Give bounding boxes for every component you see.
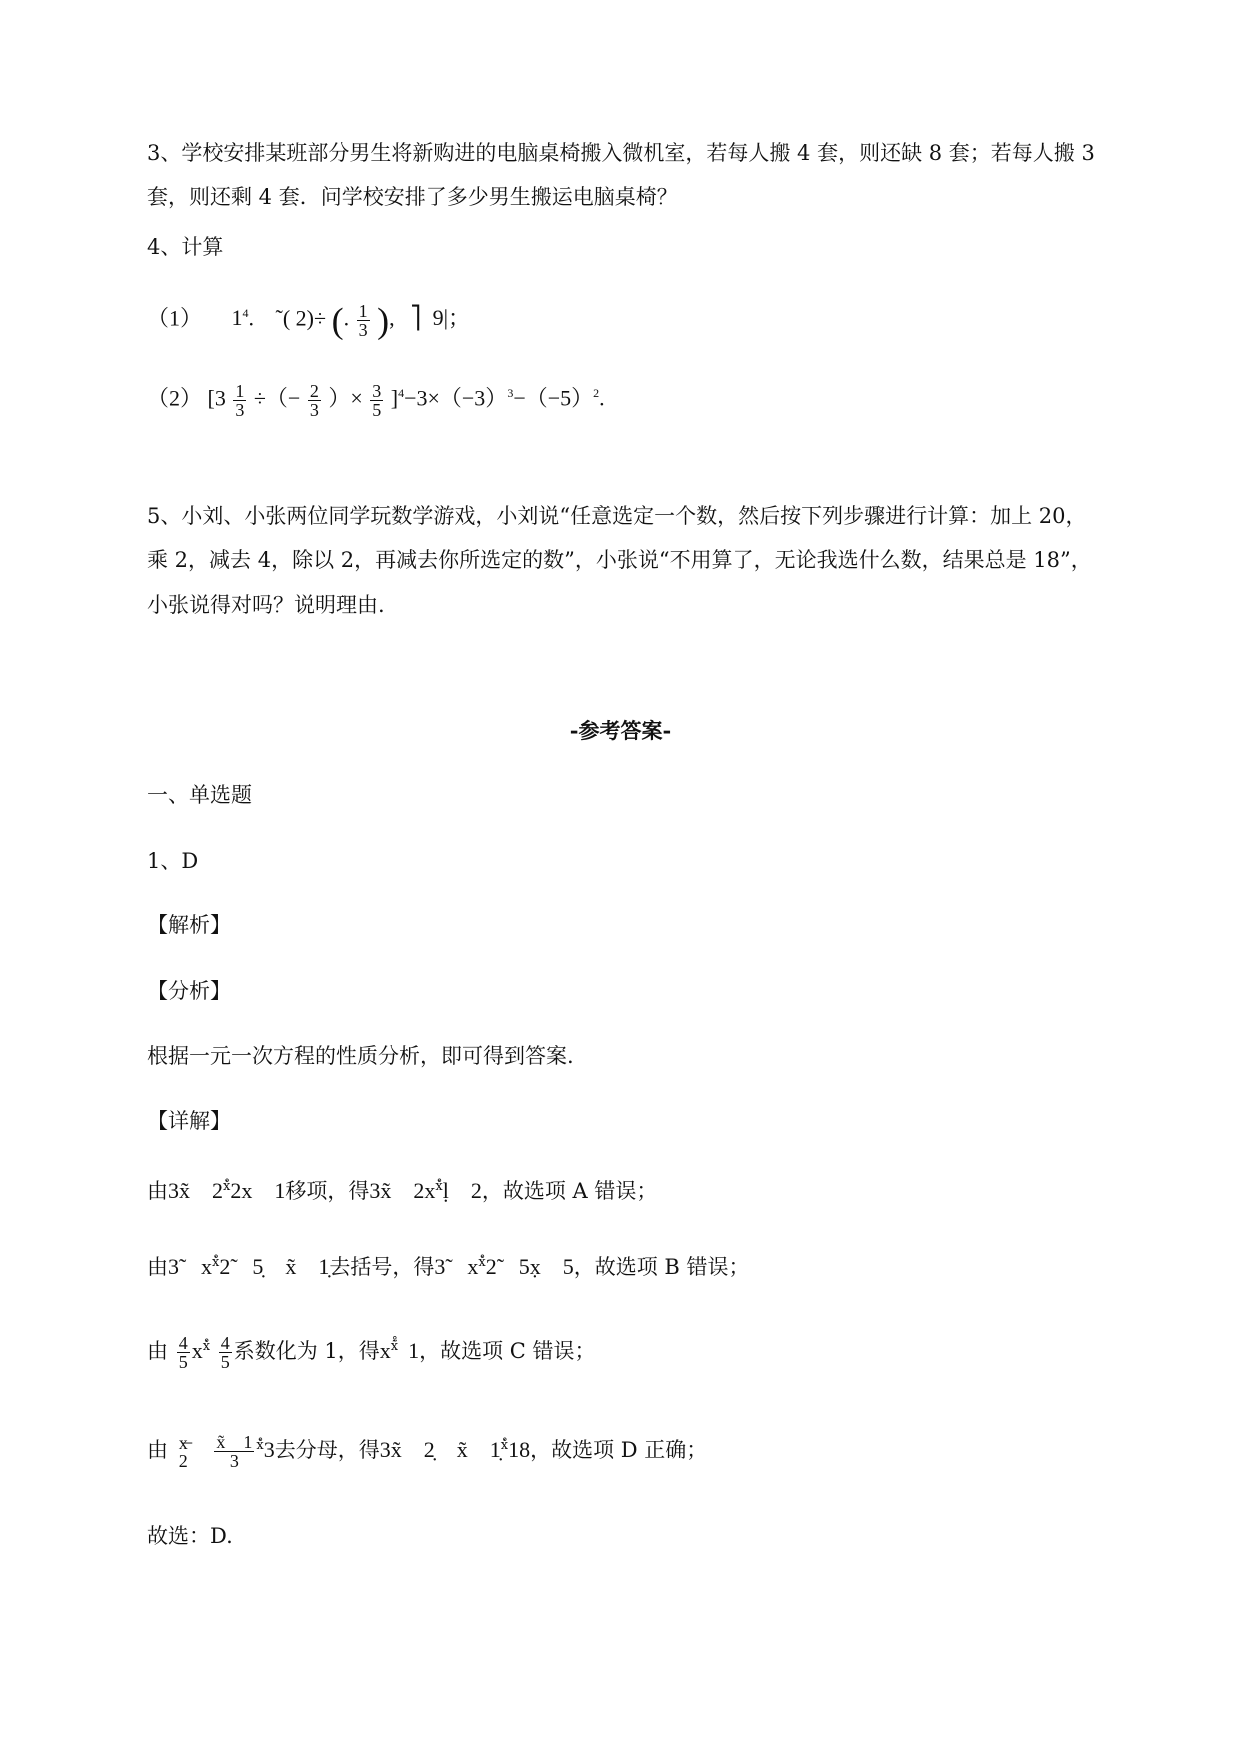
option-d-glyph-1: ẋ̊ — [256, 1438, 264, 1453]
fraction-numerator: 2 — [309, 380, 319, 401]
part-2-fraction-3 — [370, 382, 383, 419]
option-b-mid: 去括号，得 — [329, 1255, 435, 1279]
option-d-fraction-2 — [214, 1433, 254, 1470]
option-c-suffix: ，故选项 C 错误； — [419, 1339, 596, 1363]
fraction-denominator: 3 — [229, 1451, 239, 1471]
part-2-rest-1: −3×（−3） — [404, 385, 508, 411]
part-1-base: 1 — [231, 305, 243, 331]
part-2-left-bracket: [ — [207, 385, 215, 411]
part-1-lparen: ( — [331, 300, 344, 341]
option-d-glyph-2: ẋ̊ — [500, 1438, 509, 1453]
option-a-glyph-2: ẋ̊ — [435, 1179, 443, 1194]
option-c-line — [147, 1332, 596, 1371]
part-1-dot2: . — [343, 305, 350, 331]
analysis-label: 【解析】 — [147, 913, 231, 937]
option-d-prefix: 由 — [147, 1438, 168, 1462]
option-c-variable: x — [191, 1338, 203, 1363]
option-a-expr-3: 3x̃ 2x — [369, 1178, 436, 1203]
answers-section-title: 一、单选题 — [147, 783, 252, 807]
part-1-fraction-denominator: 3 — [358, 319, 368, 340]
part-2-exponent-2: 3 — [507, 386, 514, 400]
fraction-denominator: 5 — [178, 1352, 188, 1372]
option-a-expr-4: ḷ 2 — [442, 1178, 482, 1203]
part-1-label: （1） — [147, 305, 203, 331]
option-c-variable-2: x — [379, 1338, 391, 1363]
option-b-expr-4: 2̃ 5x̣ 5 — [485, 1254, 574, 1279]
part-1-rparen: ) — [377, 300, 390, 341]
option-b-line — [147, 1248, 750, 1282]
part-2-right-bracket: ] — [390, 385, 399, 411]
part-1-open: ( — [282, 305, 291, 331]
option-c-glyph-1: ẋ̊ — [202, 1339, 211, 1354]
option-a-prefix: 由 — [147, 1179, 168, 1203]
fraction-numerator: x̶ — [178, 1432, 188, 1453]
option-a-mid: 移项，得 — [285, 1179, 370, 1203]
part-1-dot: . — [248, 305, 255, 331]
part-2-fraction-1 — [233, 382, 246, 419]
option-b-expr-2: 2̃ 5̣ x̃ 1̣ — [219, 1254, 330, 1279]
part-1-fraction — [357, 302, 370, 339]
fenxi-text: 根据一元一次方程的性质分析，即可得到答案. — [147, 1044, 574, 1068]
part-1-tilde: ˜ — [275, 305, 283, 331]
part-2-divide: ÷（− — [253, 385, 301, 411]
fraction-numerator: x̃ 1 — [216, 1432, 253, 1452]
question-4-part-1 — [147, 298, 470, 339]
fraction-denominator: 3 — [235, 399, 245, 420]
part-1-fraction-numerator: 1 — [358, 300, 368, 321]
part-2-whole: 3 — [214, 385, 226, 411]
question-5-line-3: 小张说得对吗？说明理由. — [147, 593, 385, 617]
option-b-prefix: 由 — [147, 1255, 168, 1279]
option-a-line — [147, 1172, 657, 1206]
option-b-glyph-1: ẋ̊ — [212, 1255, 220, 1270]
option-d-mid: 去分母，得 — [274, 1438, 380, 1462]
option-a-glyph-1: ẋ̊ — [223, 1179, 231, 1194]
option-c-prefix: 由 — [147, 1339, 168, 1363]
part-2-times: ）× — [328, 385, 363, 411]
question-3-line-1: 3、学校安排某班部分男生将新购进的电脑桌椅搬入微机室，若每人搬 4 套，则还缺 8 套；若每人搬 3 — [147, 141, 1095, 165]
fraction-denominator: 2 — [178, 1450, 188, 1471]
option-c-fraction-2 — [219, 1334, 232, 1371]
option-d-three: 3 — [263, 1437, 275, 1462]
part-1-end: ； — [447, 305, 470, 331]
conclusion-line: 故选：D. — [147, 1524, 233, 1548]
option-c-fraction-1 — [177, 1334, 190, 1371]
option-d-fraction-1 — [177, 1434, 190, 1470]
question-3-line-2: 套，则还剩 4 套．问学校安排了多少男生搬运电脑桌椅？ — [147, 185, 678, 209]
part-1-two: 2)÷ — [290, 305, 327, 331]
answer-item-1: 1、D — [147, 849, 199, 873]
part-1-bracket: ⎤ — [410, 305, 422, 331]
part-2-exponent-1: 4 — [398, 386, 405, 400]
option-b-suffix: ，故选项 B 错误； — [573, 1255, 750, 1279]
fraction-denominator: 5 — [220, 1352, 230, 1372]
option-d-expr-1: 3x̃ 2̣ x̃ 1̣ — [379, 1437, 501, 1462]
detail-label: 【详解】 — [147, 1109, 231, 1133]
option-a-expr-1: 3x̃ 2 — [168, 1178, 224, 1203]
part-2-rest-2: −（−5） — [513, 385, 594, 411]
option-d-suffix: ，故选项 D 正确； — [530, 1438, 708, 1462]
option-c-mid: 系数化为 1，得 — [233, 1339, 380, 1363]
question-5-line-1: 5、小刘、小张两位同学玩数学游戏，小刘说“任意选定一个数，然后按下列步骤进行计算：加上 20， — [147, 504, 1087, 528]
part-1-exponent: 4 — [242, 306, 249, 320]
part-1-rdot: , — [389, 305, 395, 331]
fraction-numerator: 4 — [220, 1333, 230, 1353]
fraction-denominator: 3 — [309, 399, 319, 420]
option-c-one: 1 — [408, 1338, 420, 1363]
part-2-fraction-2 — [308, 382, 321, 419]
option-a-expr-2: 2x 1 — [230, 1178, 286, 1203]
option-c-glyph-2: ẋ̃̊ — [390, 1339, 399, 1354]
question-4-title: 4、计算 — [147, 235, 224, 259]
question-4-part-2 — [147, 378, 605, 419]
fraction-denominator: 5 — [372, 399, 382, 420]
part-2-exponent-3: 2 — [593, 386, 600, 400]
fraction-numerator: 1 — [235, 380, 245, 401]
option-b-expr-1: 3̃ x — [168, 1254, 213, 1279]
fraction-numerator: 4 — [178, 1333, 188, 1353]
option-b-glyph-2: ẋ̊ — [478, 1255, 486, 1270]
fraction-numerator: 3 — [372, 380, 382, 401]
option-d-line — [147, 1431, 707, 1470]
question-5-line-2: 乘 2，减去 4，除以 2，再减去你所选定的数”，小张说“不用算了，无论我选什么数，结果总是 18”， — [147, 548, 1092, 572]
option-a-suffix: ，故选项 A 错误； — [481, 1179, 658, 1203]
part-1-nine: 9| — [432, 305, 448, 331]
part-2-label: （2） — [147, 385, 203, 411]
answers-heading: -参考答案- — [569, 718, 672, 743]
fenxi-label: 【分析】 — [147, 979, 231, 1003]
part-2-end: . — [599, 385, 605, 411]
option-b-expr-3: 3̃ x — [434, 1254, 479, 1279]
option-d-expr-2: 18 — [508, 1437, 531, 1462]
